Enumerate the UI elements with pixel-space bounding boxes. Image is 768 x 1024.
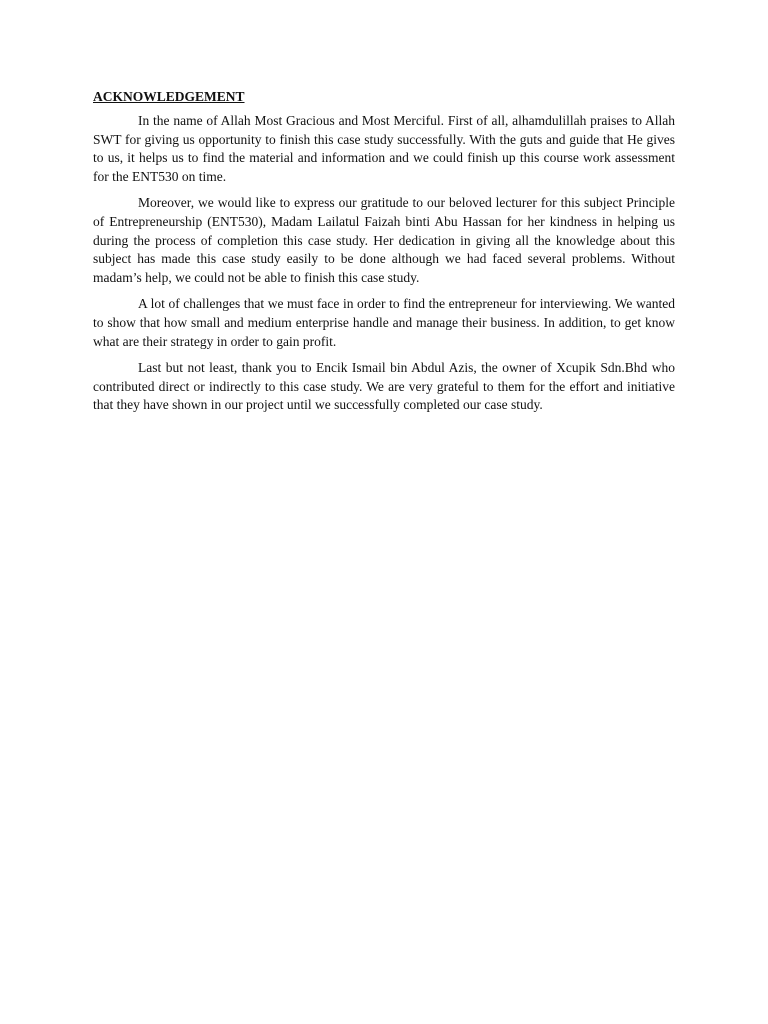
paragraph-2: Moreover, we would like to express our gratitude to our beloved lecturer for this subject Principle of Entrepreneurship (ENT530), Madam Lailatul Faizah binti Abu Hassan for her kindness in helping us during the process of completion this case study. Her dedication in giving all the knowledge about this subject has made this case study easily to be done although we had faced several problems. Without madam’s help, we could not be able to finish this case study. [93, 195, 675, 285]
paragraph-3: A lot of challenges that we must face in order to find the entrepreneur for interviewing. We wanted to show that how small and medium enterprise handle and manage their business. In addition, to get know what are their strategy in order to gain profit. [93, 296, 675, 349]
page-title: ACKNOWLEDGEMENT [93, 89, 245, 104]
paragraph-1: In the name of Allah Most Gracious and Most Merciful. First of all, alhamdulillah praises to Allah SWT for giving us opportunity to finish this case study successfully. With the guts and guide that He gives to us, it helps us to find the material and information and we could finish up this course work assessment for the ENT530 on time. [93, 113, 675, 184]
document-page [93, 88, 675, 423]
paragraph-4: Last but not least, thank you to Encik Ismail bin Abdul Azis, the owner of Xcupik Sdn.Bhd who contributed direct or indirectly to this case study. We are very grateful to them for the effort and initiative that they have shown in our project until we successfully completed our case study. [93, 360, 675, 413]
